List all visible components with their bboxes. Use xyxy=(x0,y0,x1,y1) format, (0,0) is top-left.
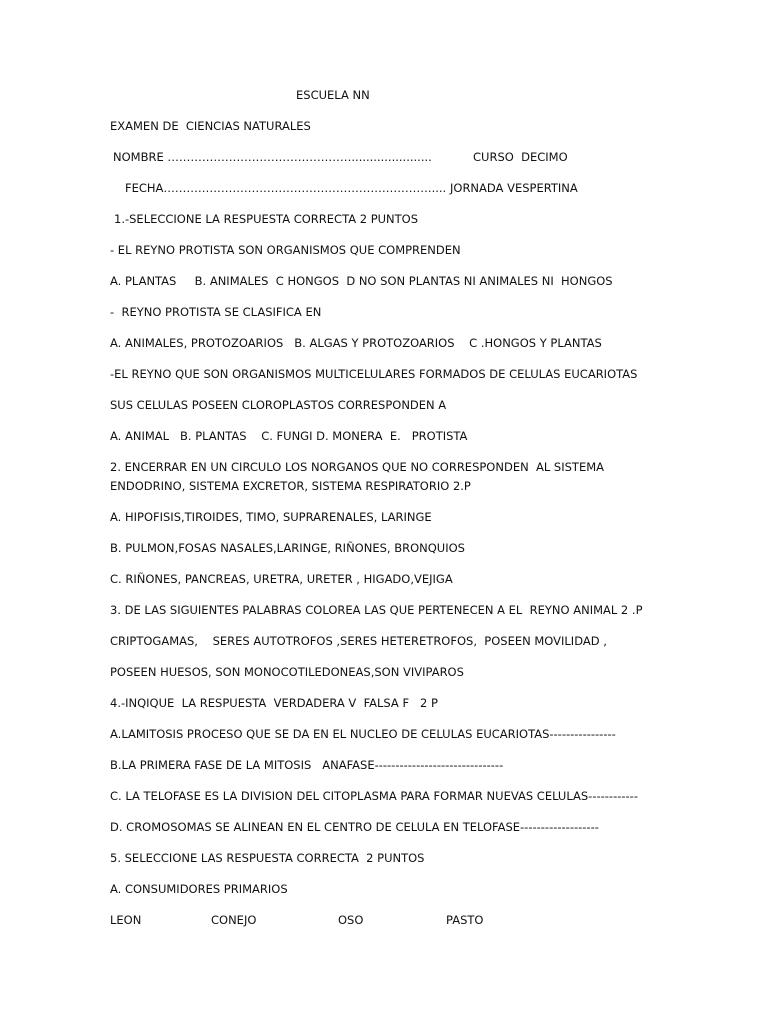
organ-list: C. RIÑONES, PANCREAS, URETRA, URETER , HIGADO,VEJIGA xyxy=(110,572,453,586)
section3-heading: 3. DE LAS SIGUIENTES PALABRAS COLOREA LAS QUE PERTENECEN A EL REYNO ANIMAL 2 .P xyxy=(110,603,643,617)
exam-title: EXAMEN DE CIENCIAS NATURALES xyxy=(110,119,311,133)
question-text: - EL REYNO PROTISTA SON ORGANISMOS QUE COMPRENDEN xyxy=(110,243,461,257)
word-list: POSEEN HUESOS, SON MONOCOTILEDONEAS,SON VIVIPAROS xyxy=(110,665,464,679)
true-false-item: B.LA PRIMERA FASE DE LA MITOSIS ANAFASE------------------------------- xyxy=(110,758,504,772)
true-false-item: C. LA TELOFASE ES LA DIVISION DEL CITOPLASMA PARA FORMAR NUEVAS CELULAS------------ xyxy=(110,789,638,803)
section5-heading: 5. SELECCIONE LAS RESPUESTA CORRECTA 2 PUNTOS xyxy=(110,851,425,865)
organ-list: A. HIPOFISIS,TIROIDES, TIMO, SUPRARENALES, LARINGE xyxy=(110,510,432,524)
question-text: - REYNO PROTISTA SE CLASIFICA EN xyxy=(110,305,322,319)
section2-heading-continued: ENDODRINO, SISTEMA EXCRETOR, SISTEMA RESPIRATORIO 2.P xyxy=(110,479,471,493)
organ-list: B. PULMON,FOSAS NASALES,LARINGE, RIÑONES, BRONQUIOS xyxy=(110,541,465,555)
option-pasto: PASTO xyxy=(446,913,484,927)
answer-options: A. ANIMAL B. PLANTAS C. FUNGI D. MONERA E. PROTISTA xyxy=(110,429,468,443)
shift-label: JORNADA VESPERTINA xyxy=(450,181,578,195)
section2-heading: 2. ENCERRAR EN UN CIRCULO LOS NORGANOS QUE NO CORRESPONDEN AL SISTEMA xyxy=(110,460,605,474)
section1-heading: 1.-SELECCIONE LA RESPUESTA CORRECTA 2 PUNTOS xyxy=(114,212,419,226)
true-false-item: D. CROMOSOMAS SE ALINEAN EN EL CENTRO DE CELULA EN TELOFASE------------------- xyxy=(110,820,599,834)
name-field: NOMBRE …………………………………………...................... xyxy=(113,150,432,164)
word-list: CRIPTOGAMAS, SERES AUTOTROFOS ,SERES HETERETROFOS, POSEEN MOVILIDAD , xyxy=(110,634,607,648)
question-text: SUS CELULAS POSEEN CLOROPLASTOS CORRESPONDEN A xyxy=(110,398,447,412)
section5-subheading: A. CONSUMIDORES PRIMARIOS xyxy=(110,882,288,896)
answer-options: A. PLANTAS B. ANIMALES C HONGOS D NO SON PLANTAS NI ANIMALES NI HONGOS xyxy=(110,274,613,288)
school-name: ESCUELA NN xyxy=(296,88,370,102)
section4-heading: 4.-INQIQUE LA RESPUESTA VERDADERA V FALSA F 2 P xyxy=(110,696,438,710)
option-leon: LEON xyxy=(110,913,142,927)
answer-options: A. ANIMALES, PROTOZOARIOS B. ALGAS Y PROTOZOARIOS C .HONGOS Y PLANTAS xyxy=(110,336,602,350)
option-oso: OSO xyxy=(338,913,364,927)
course-label: CURSO DECIMO xyxy=(473,150,568,164)
option-conejo: CONEJO xyxy=(211,913,257,927)
true-false-item: A.LAMITOSIS PROCESO QUE SE DA EN EL NUCLEO DE CELULAS EUCARIOTAS---------------- xyxy=(110,727,616,741)
question-text: -EL REYNO QUE SON ORGANISMOS MULTICELULARES FORMADOS DE CELULAS EUCARIOTAS xyxy=(110,367,638,381)
date-field: FECHA……………………………………………………………..... xyxy=(125,181,447,195)
